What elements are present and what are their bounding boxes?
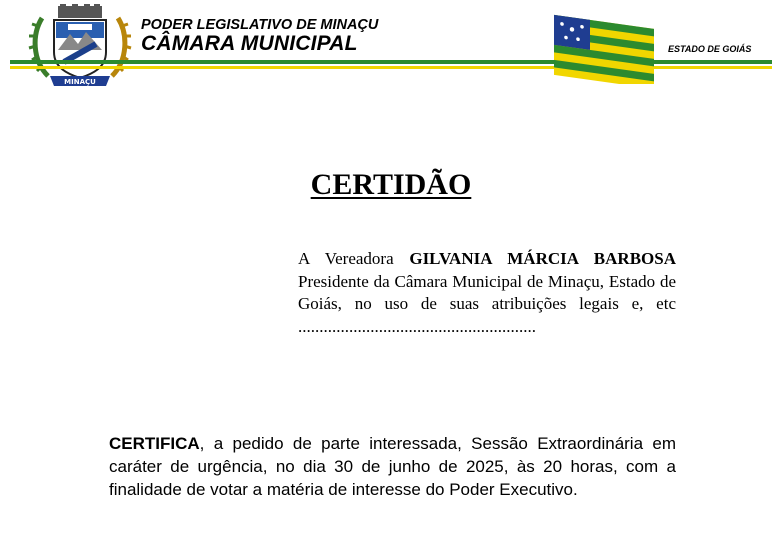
coat-ribbon-text: MINAÇU xyxy=(64,78,96,86)
legislative-branch-label: PODER LEGISLATIVO DE MINAÇU xyxy=(141,17,379,33)
intro-rest: Presidente da Câmara Municipal de Minaçu, Estado de Goiás, no uso de suas atribuições legais e, etc xyxy=(298,271,676,314)
intro-dots: ........................................................ xyxy=(298,316,536,336)
goias-flag-icon xyxy=(548,10,660,84)
municipal-coat-of-arms-icon xyxy=(28,4,132,90)
document-header xyxy=(0,0,782,95)
chamber-title: CÂMARA MUNICIPAL xyxy=(141,32,358,55)
intro-prefix: A Vereadora xyxy=(298,249,410,268)
certifica-label: CERTIFICA xyxy=(109,434,200,453)
certification-text: , a pedido de parte interessada, Sessão Extraordinária em caráter de urgência, no dia 30 de junho de 2025, às 20 horas, com a finalidade de votar a matéria de interesse do Poder Executivo. xyxy=(109,434,676,499)
state-label: ESTADO DE GOIÁS xyxy=(668,44,752,54)
councilwoman-name: GILVANIA MÁRCIA BARBOSA xyxy=(409,249,676,268)
certification-paragraph xyxy=(109,432,676,501)
intro-paragraph xyxy=(298,248,676,338)
document-title: CERTIDÃO xyxy=(310,168,472,201)
